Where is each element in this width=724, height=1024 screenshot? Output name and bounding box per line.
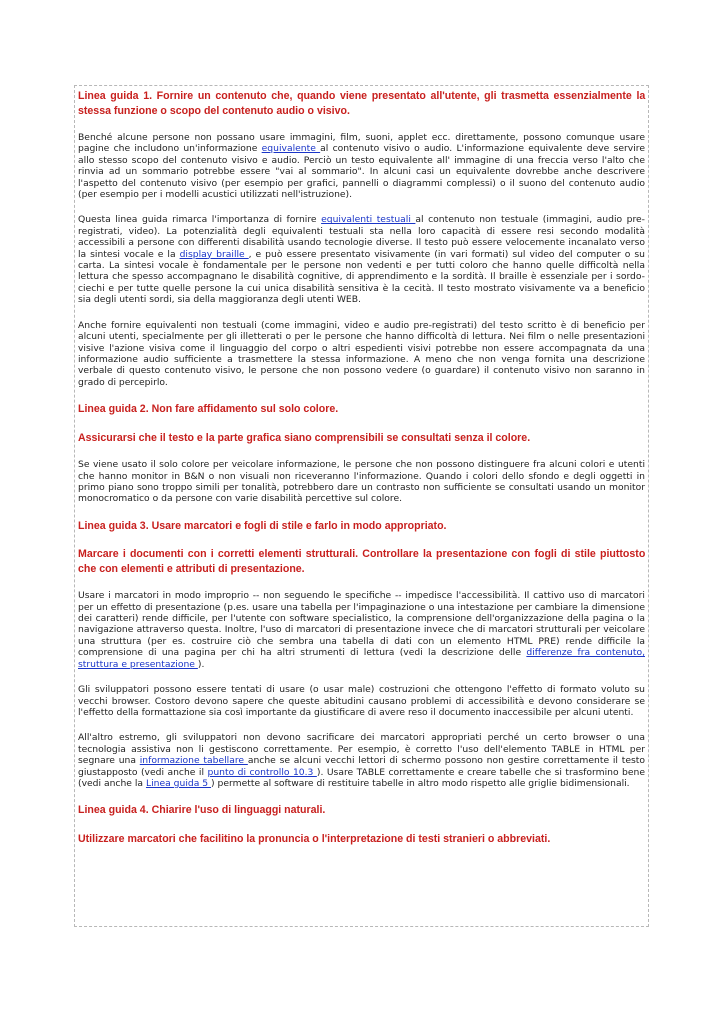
link-differenze[interactable]: differenze fra contenuto, struttura e presentazione — [78, 647, 645, 670]
link-informazione-tabellare[interactable]: informazione tabellare — [139, 755, 248, 767]
link-linea-guida-5[interactable]: Linea guida 5 — [145, 777, 212, 789]
guideline-2-subtitle: Assicurarsi che il testo e la parte grafica siano comprensibili se consultati senza il colore. — [78, 431, 531, 444]
guideline-4-title: Linea guida 4. Chiarire l'uso di linguaggi naturali. — [78, 804, 326, 817]
guideline-3-subtitle: Marcare i documenti con i corretti elementi strutturali. Controllare la presentazione con fogli di stile piuttosto che con elementi e attributi di presentazione. — [78, 548, 646, 575]
link-punto-di-controllo[interactable]: punto di controllo 10.3 — [207, 766, 317, 778]
guideline-2-title: Linea guida 2. Non fare affidamento sul solo colore. — [78, 403, 339, 416]
link-equivalente[interactable]: equivalente — [261, 143, 321, 155]
link-equivalenti-testuali[interactable]: equivalenti testuali — [321, 214, 416, 226]
guideline-3-paragraph-1: Usare i marcatori in modo improprio -- non seguendo le specifiche -- impedisce l'accessibilità. Il cattivo uso di marcatori per un effetto di presentazione (p.es. usare una tabella per l'impaginazione o una intestazione per cambiare la dimensione dei caratteri) rende difficile, per l'utente con software specialistico, la comprensione dell'organizzazione della pagina o la navigazione attraverso questa. Inoltre, l'uso di marcatori di presentazione invece che di marcatori strutturali per veicolare una struttura (per es. costruire ciò che sembra una tabella di dati con un elemento HTML PRE) rende difficile la comprensione di una pagina per chi ha altri strumenti di lettura (vedi la descrizione delle differenze fra contenuto, struttura e presentazione ). — [78, 590, 645, 670]
guideline-3-paragraph-2: Gli sviluppatori possono essere tentati di usare (o usar male) costruzioni che ottengono l'effetto di formato voluto su vecchi browser. Costoro devono sapere che queste abitudini causano problemi di accessibilità e devono considerare se l'effetto della formattazione sia così importante da giustificare di avere reso il documento inaccessibile per alcuni utenti. — [78, 684, 645, 718]
guideline-1-paragraph-3: Anche fornire equivalenti non testuali (come immagini, video e audio pre-registrati) del testo scritto è di beneficio per alcuni utenti, specialmente per gli illetterati o per le persone che hanno difficoltà di lettura. Nei film o nelle presentazioni visive l'azione visiva come il linguaggio del corpo o altri espedienti visivi potrebbe non essere accompagnata da una informazione audio sufficiente a trasmettere la stessa informazione. A meno che non venga fornita una descrizione verbale di questo contenuto visivo, le persone che non possono vedere (o guardare) il contenuto visivo non saranno in grado di percepirlo. — [78, 319, 645, 388]
guideline-1-paragraph-2: Questa linea guida rimarca l'importanza di fornire equivalenti testuali al contenuto non testuale (immagini, audio pre-registrati, video). La potenzialità degli equivalenti testuali sta nella loro capacità di essere resi secondo modalità accessibili a persone con differenti disabilità usando tecnologie diverse. Il testo può essere velocemente incanalato verso la sintesi vocale e la display braille , e può essere presentato visivamente (in vari formati) sul video del computer o su carta. La sintesi vocale è fondamentale per le persone non vedenti e per tutti coloro che hanno quelle difficoltà nella lettura che spesso accompagnano le disabilità cognitive, di apprendimento e la sordità. Il braille è essenziale per i sordo-ciechi e per tutte quelle persone la cui unica disabilità sensitiva è la cecità. Il testo mostrato visivamente va a beneficio sia degli utenti sordi, sia della maggioranza degli utenti WEB. — [78, 214, 646, 306]
guideline-3-title: Linea guida 3. Usare marcatori e fogli di stile e farlo in modo appropriato. — [78, 519, 447, 532]
guideline-1-title: Linea guida 1. Fornire un contenuto che, quando viene presentato all'utente, gli trasmetta essenzialmente la stessa funzione o scopo del contenuto audio o visivo. — [78, 90, 646, 117]
guideline-2-paragraph-1: Se viene usato il solo colore per veicolare informazione, le persone che non possono distinguere fra alcuni colori e utenti che hanno monitor in B&N o non visuali non riceveranno l'informazione. Quando i colori dello sfondo e degli oggetti in primo piano sono troppo simili per tonalità, potrebbero dare un contrasto non sufficiente se consultati usando un monitor monocromatico o da persone con varie disabilità percettive sul colore. — [78, 459, 645, 505]
guideline-1-paragraph-1: Benché alcune persone non possano usare immagini, film, suoni, applet ecc. direttamente, possono comunque usare pagine che includono un'informazione equivalente al contenuto visivo o audio. L'informazione equivalente deve servire allo stesso scopo del contenuto visivo e audio. Perciò un testo equivalente all' immagine di una freccia verso l'alto che rinvia ad un sommario potrebbe essere "vai al sommario". In alcuni casi un equivalente dovrebbe anche descrivere l'aspetto del contenuto visivo (per esempio per grafici, pannelli o diagrammi complessi) o il suono del contenuto audio (per esempio per i modelli acustici utilizzati nell'istruzione). — [78, 132, 645, 201]
guideline-3-paragraph-3: All'altro estremo, gli sviluppatori non devono sacrificare dei marcatori appropriati perché un certo browser o una tecnologia assistiva non li gestiscono correttamente. Per esempio, è corretto l'uso dell'elemento TABLE in HTML per segnare una informazione tabellare anche se alcuni vecchi lettori di schermo possono non gestire correttamente il testo giustapposto (vedi anche il punto di controllo 10.3 ). Usare TABLE correttamente e creare tabelle che si trasformino bene (vedi anche la Linea guida 5 ) permette al software di restituire tabelle in altro modo rispetto alle griglie bidimensionali. — [78, 732, 645, 789]
guideline-4-subtitle: Utilizzare marcatori che facilitino la pronuncia o l'interpretazione di testi stranieri o abbreviati. — [78, 832, 551, 845]
link-display-braille[interactable]: display braille — [179, 248, 249, 260]
document-frame — [74, 85, 649, 927]
